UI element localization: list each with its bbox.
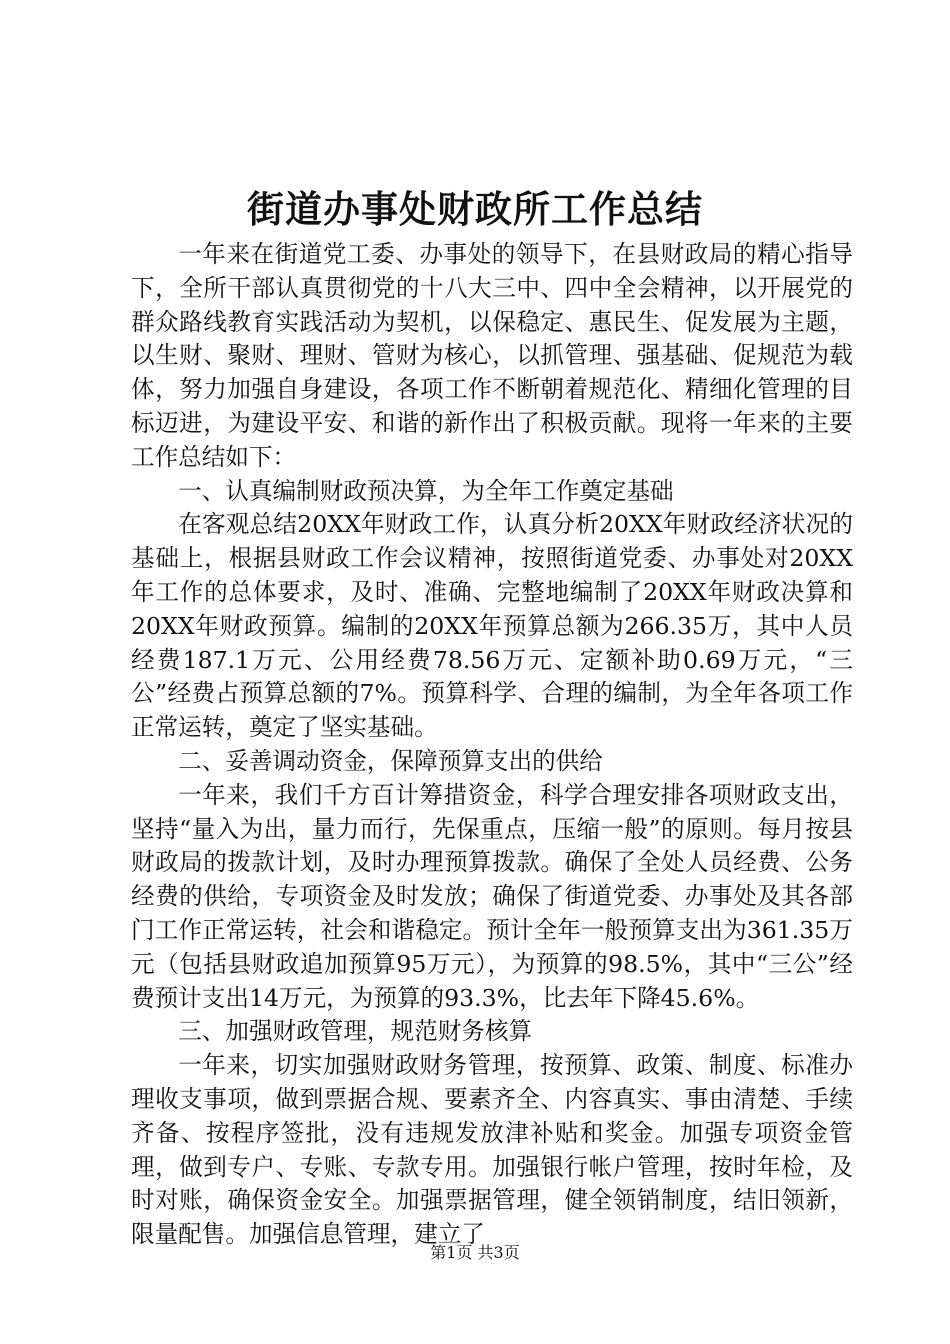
page-footer: 第1页 共3页 [430, 1243, 520, 1262]
intro-paragraph: 一年来在街道党工委、办事处的领导下，在县财政局的精心指导下，全所干部认真贯彻党的十八大三中、四中全会精神，以开展党的群众路线教育实践活动为契机，以保稳定、惠民生、促发展为主题，以生财、聚财、理财、管财为核心，以抓管理、强基础、促规范为载体，努力加强自身建设，各项工作不断朝着规范化、精细化管理的目标迈进，为建设平安、和谐的新作出了积极贡献。现将一年来的主要工作总结如下： [131, 240, 853, 471]
section-heading-2: 二、妥善调动资金，保障预算支出的供给 [178, 746, 603, 775]
section-paragraph-3: 一年来，切实加强财政财务管理，按预算、政策、制度、标准办理收支事项，做到票据合规、要素齐全、内容真实、事由清楚、手续齐备、按程序签批，没有违规发放津补贴和奖金。加强专项资金管理，做到专户、专账、专款专用。加强银行帐户管理，按时年检，及时对账，确保资金安全。加强票据管理，健全领销制度，结旧领新，限量配售。加强信息管理，建立了 [131, 1051, 853, 1249]
section-heading-3: 三、加强财政管理，规范财务核算 [178, 1017, 533, 1046]
section-paragraph-2: 一年来，我们千方百计筹措资金，科学合理安排各项财政支出，坚持“量入为出，量力而行，先保重点，压缩一般”的原则。每月按县财政局的拨款计划，及时办理预算拨款。确保了全处人员经费、公务经费的供给，专项资金及时发放；确保了街道党委、办事处及其各部门工作正常运转，社会和谐稳定。预计全年一般预算支出为361.35万元（包括县财政追加预算95万元），为预算的98.5%，其中“三公”经费预计支出14万元，为预算的93.3%，比去年下降45.6%。 [131, 780, 853, 1012]
section-heading-1: 一、认真编制财政预决算，为全年工作奠定基础 [178, 476, 674, 505]
document-body [131, 238, 853, 1252]
section-paragraph-1: 在客观总结20XX年财政工作，认真分析20XX年财政经济状况的基础上，根据县财政工作会议精神，按照街道党委、办事处对20XX年工作的总体要求，及时、准确、完整地编制了20XX年财政决算和20XX年财政预算。编制的20XX年预算总额为266.35万，其中人员经费187.1万元、公用经费78.56万元、定额补助0.69万元，“三公”经费占预算总额的7%。预算科学、合理的编制，为全年各项工作正常运转，奠定了坚实基础。 [131, 510, 853, 742]
page-title: 街道办事处财政所工作总结 [247, 187, 703, 231]
